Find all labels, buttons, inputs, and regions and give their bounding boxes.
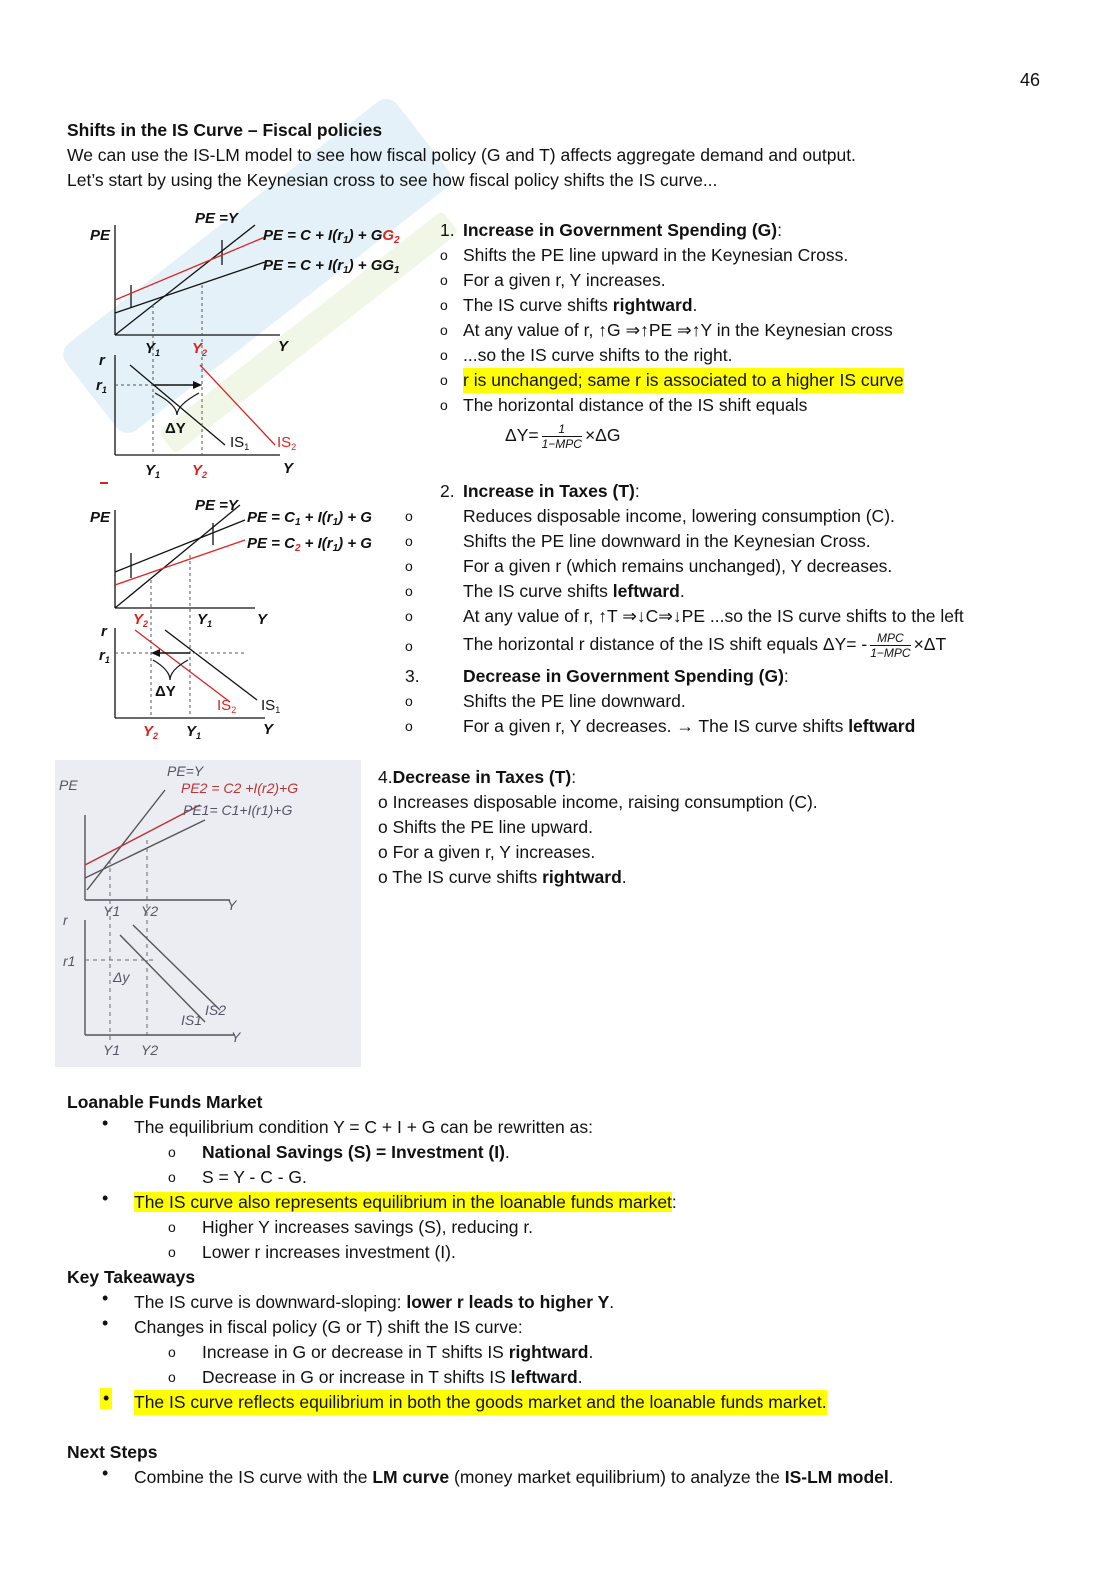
- intro-line-1: We can use the IS-LM model to see how fiscal policy (G and T) affects aggregate demand and output.: [67, 145, 856, 165]
- formula1-numerator: 1: [542, 422, 582, 437]
- y1-label-bottom: Y: [145, 462, 156, 479]
- red-dash-mark: [100, 482, 108, 484]
- pe-label: PE: [90, 227, 111, 244]
- page-number: 46: [1020, 70, 1041, 90]
- svg-text:PE = C1 + I(r1) + G: PE = $C_1 + I(r_1) + G$: [247, 509, 372, 528]
- sketch-y2-top: Y2: [141, 903, 159, 919]
- y-axis-label-bottom: Y: [283, 460, 294, 477]
- loanable-bullet-1: The equilibrium condition Y = C + I + G can be rewritten as:: [134, 1117, 593, 1137]
- svg-text:Y2: $Y_2$: [143, 723, 159, 741]
- pe-equals-y-label: PE =Y: [195, 210, 238, 227]
- r-axis-label: r: [99, 352, 105, 369]
- is1-label: IS: [230, 434, 245, 451]
- sketch-y2-bottom: Y2: [141, 1042, 159, 1058]
- svg-text:Y2: $Y_2$: [133, 611, 149, 629]
- line-g2-part-a: PE = C + I(r: [263, 227, 344, 244]
- sketch-y1-top: Y1: [103, 903, 121, 919]
- item2-bullet-4: The IS curve shifts: [463, 581, 613, 601]
- svg-text:PE = C + I(r1) + GG1: PE = $C + I(r_1) + GG_1$: [263, 257, 400, 276]
- line-c1-part-c: ) + G: [338, 509, 372, 526]
- sketch-y-top: Y: [227, 897, 237, 913]
- sketch-r: r: [63, 912, 68, 928]
- svg-text:r1: $r_1$: [99, 647, 110, 665]
- item4-number: 4.: [378, 767, 393, 787]
- is2-label-2: IS: [217, 697, 232, 714]
- formula2-denominator: 1−MPC: [870, 646, 911, 660]
- r1-label-2: r: [99, 647, 105, 664]
- item1-bullet-4: At any value of r, ↑G ⇒↑PE ⇒↑Y in the Keynesian cross: [463, 320, 893, 340]
- item1-number: 1.: [440, 220, 455, 240]
- takeaways-title: Key Takeaways: [67, 1267, 196, 1287]
- item4-bullet-1: Increases disposable income, raising consumption (C).: [392, 792, 818, 812]
- formula2-right: ×ΔT: [913, 634, 947, 655]
- is1-label-2: IS: [261, 697, 276, 714]
- item2-bullet-6-text: The horizontal r distance of the IS shift equals ΔY= -: [463, 634, 868, 655]
- delta-y-label-2: ΔY: [155, 683, 176, 700]
- takeaways-bullet-2b-bold: leftward: [510, 1367, 578, 1387]
- svg-text:Y1: $Y_1$: [145, 340, 161, 358]
- svg-text:IS1: $IS_1$: [261, 697, 281, 715]
- takeaways-bullet-1: The IS curve is downward-sloping:: [134, 1292, 407, 1312]
- next-title: Next Steps: [67, 1442, 158, 1462]
- line-c2-part-a: PE = C: [247, 535, 295, 552]
- item2-bullet-6: [463, 631, 946, 660]
- pe-equals-y-label-2: PE =Y: [195, 497, 238, 514]
- item4-title: Decrease in Taxes (T): [392, 767, 572, 787]
- formula2-numerator: MPC: [870, 631, 910, 646]
- line-c1-part-b: + I(r: [300, 509, 333, 526]
- svg-text:Y1: $Y_1$: [145, 462, 161, 480]
- item4-rightward: rightward: [542, 867, 622, 887]
- svg-text:Y1: $Y_1$: [197, 611, 213, 629]
- item2-bullet-5: At any value of r, ↑T ⇒↓C⇒↓PE ...so the IS curve shifts to the left: [463, 606, 964, 626]
- svg-text:IS1: $IS_1$: [230, 434, 250, 452]
- takeaways-bullet-2a-bold: rightward: [508, 1342, 589, 1362]
- svg-text:PE = C2 + I(r1) + G: PE = $C_2 + I(r_1) + G$: [247, 535, 372, 554]
- line-c2-part-c: ) + G: [338, 535, 372, 552]
- loanable-bullet-2a: Higher Y increases savings (S), reducing r.: [202, 1217, 534, 1237]
- r-axis-label-2: r: [101, 623, 107, 640]
- sketch-is1: IS1: [181, 1012, 203, 1028]
- item2-bullet-2: Shifts the PE line downward in the Keynesian Cross.: [463, 531, 871, 551]
- section-title: Shifts in the IS Curve – Fiscal policies: [67, 120, 383, 140]
- svg-text:Y1: $Y_1$: [186, 723, 202, 741]
- takeaways-bullet-2b: Decrease in G or increase in T shifts IS: [202, 1367, 511, 1387]
- is2-label: IS: [277, 434, 292, 451]
- formula1-left: ΔY=: [505, 425, 539, 446]
- loanable-bullet-1a: National Savings (S) = Investment (I): [202, 1142, 505, 1162]
- sketch-pe2: PE2 = C2 +I(r2)+G: [181, 780, 299, 796]
- sketch-r1: r1: [63, 953, 76, 969]
- loanable-bullet-2-highlight: The IS curve also represents equilibrium in the loanable funds market: [134, 1192, 672, 1212]
- item1-bullet-6-highlight: r is unchanged; same r is associated to a higher IS curve: [463, 368, 904, 393]
- takeaways-bullet-2a: Increase in G or decrease in T shifts IS: [202, 1342, 509, 1362]
- sketch-y1-bottom: Y1: [103, 1042, 121, 1058]
- sketch-dy: Δy: [113, 969, 130, 985]
- y1-label-2-top: Y: [197, 611, 208, 628]
- r1-label: r: [96, 377, 102, 394]
- item3-leftward: leftward: [848, 716, 916, 736]
- takeaways-bullet-2: Changes in fiscal policy (G or T) shift the IS curve:: [134, 1317, 523, 1337]
- next-bullet-islm-model: IS-LM model: [784, 1467, 889, 1487]
- sketch-pe: PE: [59, 777, 78, 793]
- item1-bullet-3: The IS curve shifts: [463, 295, 613, 315]
- svg-text:Y2: $Y_2$: [192, 462, 208, 480]
- item4-bullet-2: Shifts the PE line upward.: [392, 817, 593, 837]
- next-bullet-part-b: (money market equilibrium) to analyze the: [449, 1467, 785, 1487]
- item3-bullet-1: Shifts the PE line downward.: [463, 691, 686, 711]
- item2-bullet-1: Reduces disposable income, lowering consumption (C).: [463, 506, 895, 526]
- y-axis-label-2-bottom: Y: [263, 721, 274, 738]
- item1-bullet-5: ...so the IS curve shifts to the right.: [463, 345, 733, 365]
- line-c2-part-b: + I(r: [300, 535, 333, 552]
- item2-title: Increase in Taxes (T): [463, 481, 635, 501]
- loanable-bullet-1b: S = Y - C - G.: [202, 1167, 307, 1187]
- y2-label-2-top: Y: [133, 611, 144, 628]
- item2-leftward: leftward: [612, 581, 680, 601]
- handwritten-is-shift-sketch: [55, 760, 361, 1067]
- sketch-pe-y: PE=Y: [167, 763, 204, 779]
- formula1-right: ×ΔG: [584, 425, 621, 446]
- loanable-bullet-2b: Lower r increases investment (I).: [202, 1242, 456, 1262]
- next-bullet-part-a: Combine the IS curve with the: [134, 1467, 373, 1487]
- item1-bullet-1: Shifts the PE line upward in the Keynesian Cross.: [463, 245, 849, 265]
- line-g2-part-b: ) + G: [348, 227, 383, 244]
- svg-text:IS2: $IS_2$: [277, 434, 297, 452]
- line-c1-part-a: PE = C: [247, 509, 295, 526]
- keynesian-cross-is-increase-t-graph: [85, 490, 405, 750]
- takeaways-bullet-3-highlight: The IS curve reflects equilibrium in both the goods market and the loanable funds market.: [134, 1390, 827, 1415]
- next-bullet-lm-curve: LM curve: [372, 1467, 450, 1487]
- item2-bullet-3: For a given r (which remains unchanged), Y decreases.: [463, 556, 893, 576]
- loanable-title: Loanable Funds Market: [67, 1092, 263, 1112]
- item1-formula: [505, 422, 620, 451]
- svg-text:PE = C + I(r1) + GG2: PE = $C + I(r_1) + GG_2$: [263, 227, 400, 246]
- sketch-y-bottom: Y: [231, 1029, 241, 1045]
- y2-label-2-bottom: Y: [143, 723, 154, 740]
- sketch-is2: IS2: [205, 1002, 227, 1018]
- y2-label-bottom: Y: [192, 462, 203, 479]
- item4-bullet-4: The IS curve shifts: [392, 867, 543, 887]
- svg-text:IS2: $IS_2$: [217, 697, 237, 715]
- keynesian-cross-is-increase-g-graph: [85, 205, 425, 485]
- y-axis-label-top: Y: [278, 338, 289, 355]
- y2-label-top: Y: [192, 340, 203, 357]
- sketch-pe1: PE1= C1+I(r1)+G: [183, 802, 293, 818]
- intro-line-2: Let’s start by using the Keynesian cross to see how fiscal policy shifts the IS curve...: [67, 170, 718, 190]
- pe-label-2: PE: [90, 509, 111, 526]
- y1-label-2-bottom: Y: [186, 723, 197, 740]
- y-axis-label-2-top: Y: [257, 611, 268, 628]
- item3-bullet-2: For a given r, Y decreases. → The IS curve shifts: [463, 716, 849, 736]
- item1-title: Increase in Government Spending (G): [463, 220, 778, 240]
- item4-bullet-3: For a given r, Y increases.: [392, 842, 596, 862]
- takeaways-bullet-1-bold: lower r leads to higher Y: [406, 1292, 610, 1312]
- item1-bullet-2: For a given r, Y increases.: [463, 270, 666, 290]
- line-g1-part-a: PE = C + I(r: [263, 257, 344, 274]
- item3-number: 3.: [405, 666, 420, 686]
- item1-rightward: rightward: [612, 295, 693, 315]
- item1-bullet-7: The horizontal distance of the IS shift equals: [463, 395, 808, 415]
- svg-text:Y2: $Y_2$: [192, 340, 208, 358]
- formula1-denominator: 1−MPC: [541, 437, 582, 451]
- line-g1-part-b: ) + G: [348, 257, 383, 274]
- item2-number: 2.: [440, 481, 455, 501]
- delta-y-label: ΔY: [165, 420, 186, 437]
- y1-label-top: Y: [145, 340, 156, 357]
- svg-text:r1: $r_1$: [96, 377, 107, 395]
- item3-title: Decrease in Government Spending (G): [463, 666, 784, 686]
